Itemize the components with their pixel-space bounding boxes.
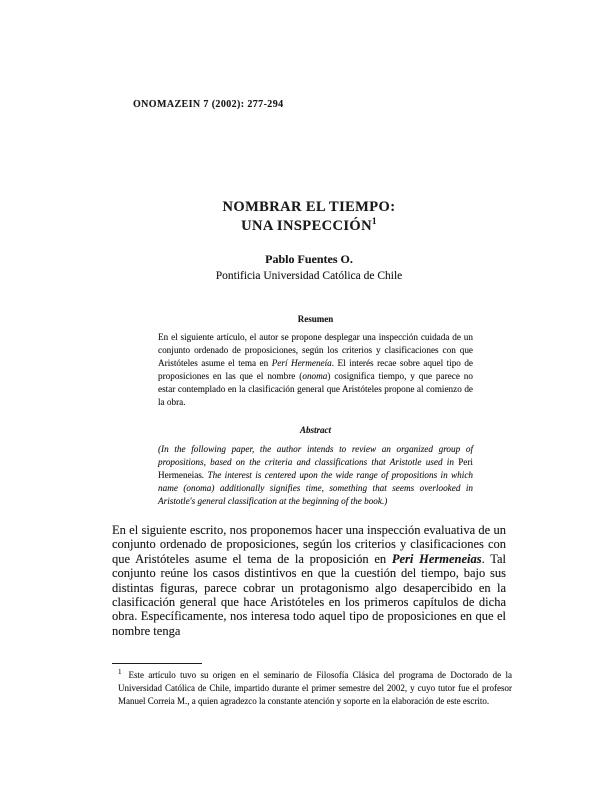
author-affiliation: Pontificia Universidad Católica de Chile [215, 270, 403, 282]
abstract-paragraph: (In the following paper, the author intends to review an organized group of propositions, based on the criteria and classifications that Aristotle used in Peri Hermeneias. The interest is centered upon the wide range of propositions in which name (onoma) additionally signifies time, something that seems overlooked in Aristotle's general classification at the beginning of the book.) [158, 444, 473, 506]
body-paragraph: En el siguiente escrito, nos proponemos hacer una inspección evaluativa de un conjunto ordenado de proposiciones, según los criterios y clasificaciones con que Aristóteles asume el tema de la proposición en Peri Hermeneias. Tal conjunto reúne los casos distintivos en que la cuestión del tiempo, bajo sus distintas figuras, parece cobrar un protagonismo algo desapercibido en la clasificación general que hace Aristóteles en los primeros capítulos de dicha obra. Específicamente, nos interesa todo aquel tipo de proposiciones en que el nombre tenga [112, 523, 506, 638]
footnote-divider [112, 663, 202, 664]
author-name: Pablo Fuentes O. [265, 252, 353, 266]
article-title-line2: UNA INSPECCIÓN [241, 217, 372, 234]
resumen-heading: Resumen [297, 314, 334, 324]
title-footnote-ref: 1 [371, 215, 377, 226]
resumen-paragraph: En el siguiente artículo, el autor se propone desplegar una inspección cuidada de un conjunto ordenado de proposiciones, según los criterios y clasificaciones con que Aristóteles asume el tema en Perí Hermeneía. El interés recae sobre aquel tipo de proposiciones en las que el nombre (onoma) cosignifica tiempo, y que parece no estar contemplado en la clasificación general que Aristóteles propone al comienzo de la obra. [158, 332, 474, 407]
footnote-text: Este artículo tuvo su origen en el seminario de Filosofía Clásica del programa de Doctorado de la Universidad Católica de Chile, impartido durante el primer semestre del 2002, y cuyo tutor fue el profesor Manuel Correia M., a quien agradezco la constante atención y soporte en la elaboración de este escrito. [118, 670, 512, 706]
running-header: ONOMAZEIN 7 (2002): 277-294 [133, 99, 284, 110]
footnote-number: 1 [118, 668, 122, 676]
abstract-heading: Abstract [299, 425, 331, 435]
footnote [118, 669, 512, 707]
article-title [112, 198, 506, 235]
article-title-line1: NOMBRAR EL TIEMPO: [222, 199, 396, 215]
